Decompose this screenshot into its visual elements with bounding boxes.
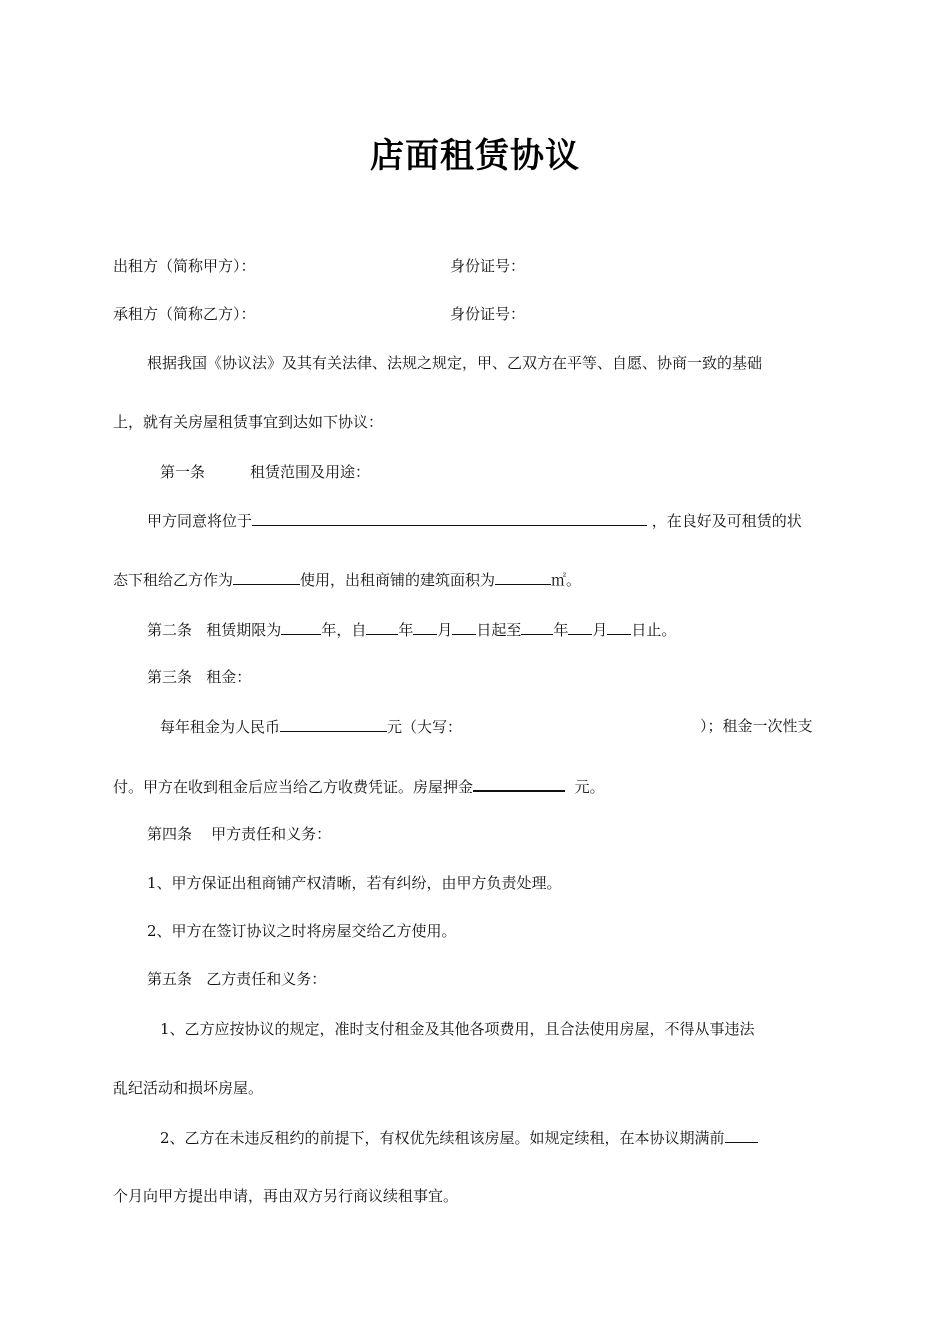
article-3-para-1-end: ）；租金一次性支 — [700, 717, 813, 735]
document-title: 店面租赁协议 — [370, 136, 580, 176]
article-1-heading: 租赁范围及用途： — [250, 463, 371, 481]
article-1-text-d: 使用，出租商铺的建筑面积为 — [300, 571, 496, 589]
location-blank — [252, 510, 647, 526]
article-3-text-b: 元（大写： — [387, 718, 463, 736]
article-1-text-a: 甲方同意将位于 — [147, 512, 253, 530]
article-4-item-2: 2、甲方在签订协议之时将房屋交给乙方使用。 — [147, 922, 457, 940]
article-1-para-1 — [147, 510, 802, 531]
article-5-heading: 第五条 乙方责任和义务： — [147, 970, 327, 988]
start-day-blank — [452, 619, 476, 635]
lessee-label: 承租方（简称乙方）： — [113, 305, 256, 323]
article-3-para-2 — [113, 775, 605, 797]
annual-rent-blank — [280, 716, 387, 732]
usage-blank — [233, 569, 300, 585]
article-2-text-h: 日止。 — [631, 621, 677, 639]
article-1-number: 第一条 — [160, 463, 206, 481]
start-year-blank — [366, 619, 398, 635]
lessor-label: 出租方（简称甲方）： — [113, 257, 256, 275]
article-2-text-a: 第二条 租赁期限为 — [147, 621, 282, 639]
article-2 — [147, 619, 676, 640]
end-day-blank — [607, 619, 631, 635]
article-5-item-1-line-1: 1、乙方应按协议的规定，准时支付租金及其他各项费用，且合法使用房屋，不得从事违法 — [160, 1020, 755, 1038]
article-5-item-2-line-2: 个月向甲方提出申请，再由双方另行商议续租事宜。 — [113, 1187, 459, 1205]
article-3-text-d: 元。 — [574, 778, 605, 796]
article-1-text-c: 态下租给乙方作为 — [113, 571, 234, 589]
article-4-item-1: 1、甲方保证出租商铺产权清晰，若有纠纷，由甲方负责处理。 — [147, 874, 562, 892]
article-3-heading: 第三条 租金： — [147, 668, 252, 686]
article-5-item-1-line-2: 乱纪活动和损坏房屋。 — [113, 1079, 264, 1097]
article-3-text-a: 每年租金为人民币 — [160, 718, 281, 736]
deposit-blank — [473, 775, 565, 792]
end-month-blank — [568, 619, 592, 635]
article-5-text-a: 2、乙方在未违反租约的前提下，有权优先续租该房屋。如规定续租，在本协议期满前 — [160, 1129, 725, 1147]
article-2-text-f: 年 — [553, 621, 569, 639]
article-2-text-e: 日起至 — [476, 621, 522, 639]
article-2-text-d: 月 — [437, 621, 453, 639]
article-3-text-c: 付。甲方在收到租金后应当给乙方收费凭证。房屋押金 — [113, 778, 474, 796]
lessee-id-label: 身份证号： — [450, 305, 526, 323]
article-2-text-c: 年 — [398, 621, 414, 639]
start-month-blank — [413, 619, 437, 635]
area-blank — [495, 569, 551, 585]
article-1-text-e: ㎡。 — [551, 571, 582, 589]
article-2-text-g: 月 — [592, 621, 608, 639]
article-4-heading: 第四条 甲方责任和义务： — [147, 825, 332, 843]
term-years-blank — [281, 619, 321, 635]
article-1-text-b: ，在良好及可租赁的状 — [651, 512, 802, 530]
preamble-line-1: 根据我国《协议法》及其有关法律、法规之规定，甲、乙双方在平等、自愿、协商一致的基础 — [147, 354, 763, 372]
renewal-months-blank — [725, 1127, 758, 1143]
end-year-blank — [521, 619, 553, 635]
article-3-para-1 — [160, 716, 462, 737]
article-5-item-2-line-1 — [160, 1127, 758, 1148]
article-1-para-2 — [113, 569, 581, 590]
preamble-line-2: 上，就有关房屋租赁事宜到达如下协议： — [113, 413, 384, 431]
lessor-id-label: 身份证号： — [450, 257, 526, 275]
article-2-text-b: 年，自 — [321, 621, 367, 639]
